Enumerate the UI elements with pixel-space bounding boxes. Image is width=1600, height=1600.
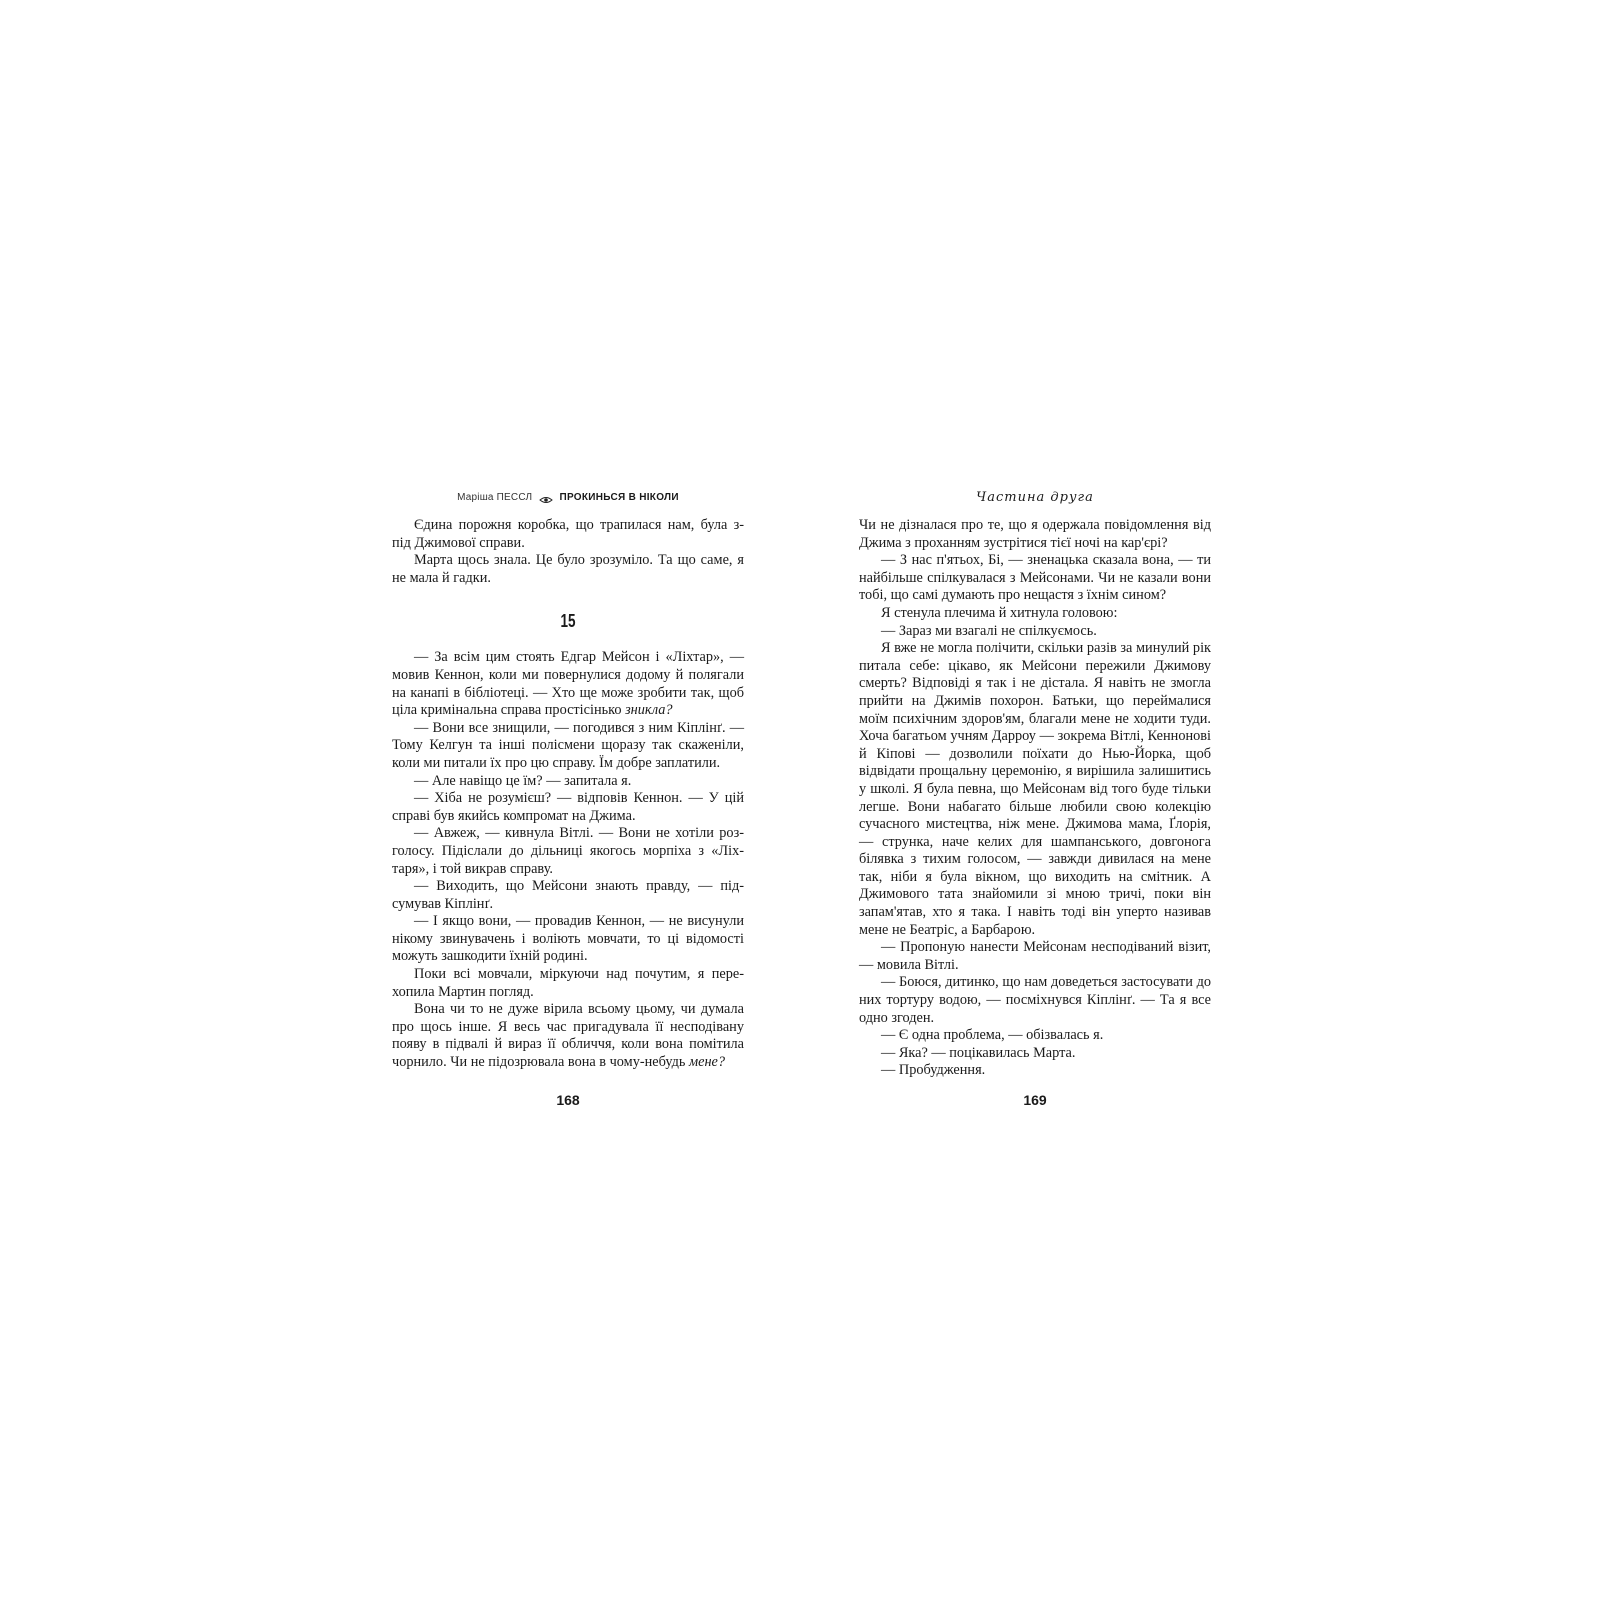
running-head-left [392, 490, 744, 506]
paragraph: — Вони все знищили, — погодився з ним Кіплінґ. — Тому Келгун та інші полісмени щоразу так скаженіли, коли ми питали їх про цю справу. Їм добре заплатили. [392, 719, 744, 771]
left-page-text [392, 517, 744, 1072]
paragraph: — Є одна проблема, — обізвалась я. [881, 1027, 1104, 1044]
paragraph: — І якщо вони, — провадив Кеннон, — не висунули нікому звинувачень і воліють мовчати, то ці відомості можуть зашкодити їхній родині. [392, 913, 744, 965]
right-page [859, 490, 1211, 1110]
page-number: 169 [1023, 1092, 1047, 1108]
paragraph: Я стенула плечима й хитнула головою: [881, 604, 1118, 621]
paragraph [392, 649, 744, 719]
paragraph: Я вже не могла полічити, скільки разів за минулий рік питала себе: цікаво, як Мейсони пережили Джимову смерть? Відповіді я так і не дістала. Я навіть не змогла прийти на Джимів похорон. Батьки, що переймалися моїм психічним здоров'ям, благали мене не ходити туди. Хоча багатьом учням Дарроу — зокрема Вітлі, Кеннонові й Кіпові — дозволили поїхати до Нью-Йорка, щоб відвідати прощальну церемонію, я вирішила залишитись у школі. Я була певна, що Мейсонам від того буде тільки легше. Вони набагато більше любили свою колекцію сучасного мистецтва, ніж мене. Джимова мама, Ґлорія, — струнка, наче келих для шампанського, довгонога білявка з тихим голосом, — завжди дивилася на мене так, ніби я була вікном, що виходить на смітник. А Джимового тата знайомили зі мною тричі, поки він запам'ятав, хто я така. І навіть тоді він уперто називав мене не Беатріс, а Барбарою. [859, 640, 1211, 938]
running-head-right [859, 490, 1211, 506]
paragraph-text: Вона чи то не дуже вірила всьому цьому, чи думала про щось інше. Я весь час пригадувала її несподівану появу в підвалі й вираз її обличчя, коли вона помітила чорнило. Чи не підозрювала вона в чому-небудь [392, 1001, 744, 1071]
running-head-author: Маріша ПЕССЛ [457, 492, 533, 503]
paragraph: Чи не дізналася про те, що я одержала повідомлення від Джима з проханням зустрітися тієї ночі на кар'єрі? [859, 517, 1211, 551]
running-head-part: Частина друга [976, 490, 1094, 505]
paragraph: — Але навіщо це їм? — запитала я. [414, 772, 632, 789]
paragraph: — Зараз ми взагалі не спілкуємось. [881, 622, 1097, 639]
paragraph: — Пропоную нанести Мейсонам несподіваний візит, — мовила Вітлі. [859, 939, 1211, 973]
paragraph-text: — За всім цим стоять Едгар Мейсон і «Ліхтар», — мовив Кеннон, коли ми повернулися додому й полягали на канапі в бібліотеці. — Хто ще може зробити так, щоб ціла кримінальна справа простісінько [392, 649, 744, 719]
paragraph: — Хіба не розумієш? — відповів Кеннон. — У цій справі був якийсь компромат на Джима. [392, 790, 744, 824]
paragraph: Марта щось знала. Це було зрозуміло. Та що саме, я не мала й гадки. [392, 552, 744, 586]
left-page [392, 490, 744, 1110]
paragraph: — Виходить, що Мейсони знають правду, — підсумував Кіплінґ. [392, 878, 744, 912]
paragraph: Поки всі мовчали, міркуючи над почутим, я перехопила Мартин погляд. [392, 966, 744, 1000]
paragraph: — Яка? — поцікавилась Марта. [881, 1044, 1076, 1061]
running-head-title: ПРОКИНЬСЯ В НІКОЛИ [559, 492, 679, 503]
paragraph-italic: зникла? [625, 702, 673, 719]
paragraph: Єдина порожня коробка, що трапилася нам, була з-під Джимової справи. [392, 517, 744, 551]
right-page-text [859, 517, 1211, 1080]
paragraph: — Боюся, дитинко, що нам доведеться застосувати до них тортуру водою, — посміхнувся Кіплінґ. — Та я все одно згоден. [859, 974, 1211, 1026]
chapter-number: 15 [560, 611, 576, 632]
paragraph-italic: мене? [688, 1054, 726, 1071]
page-number: 168 [556, 1092, 580, 1108]
eye-icon [539, 494, 553, 502]
paragraph [392, 1001, 744, 1071]
paragraph: — Авжеж, — кивнула Вітлі. — Вони не хотіли розголосу. Підіслали до дільниці якогось морпіха з «Ліхтаря», і той викрав справу. [392, 825, 744, 877]
paragraph: — Пробудження. [881, 1062, 986, 1079]
paragraph: — З нас п'ятьох, Бі, — зненацька сказала вона, — ти найбільше спілкувалася з Мейсонами. Чи не казали вони тобі, що самі думають про нещастя з їхнім сином? [859, 552, 1211, 604]
